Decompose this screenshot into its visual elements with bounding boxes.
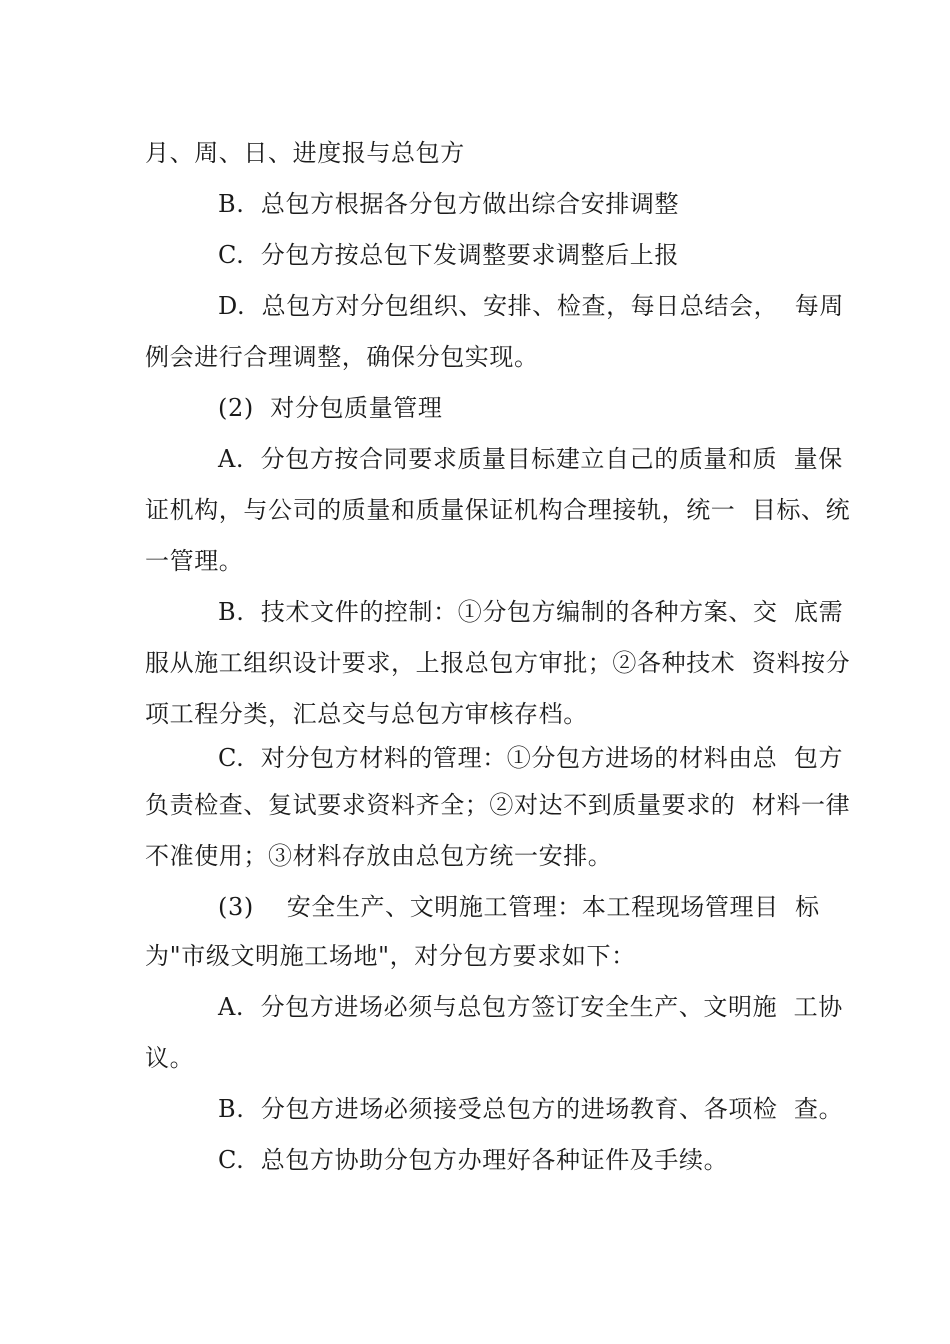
text-line: A. 分包方进场必须与总包方签订安全生产、文明施 工协 xyxy=(218,993,843,1021)
text-line: 为"市级文明施工场地"，对分包方要求如下： xyxy=(145,942,636,970)
text-line: 证机构，与公司的质量和质量保证机构合理接轨，统一 目标、统 xyxy=(145,496,851,524)
text-line: 不准使用；③材料存放由总包方统一安排。 xyxy=(145,842,613,870)
text-line: C. 分包方按总包下发调整要求调整后上报 xyxy=(218,241,679,269)
text-line: 一管理。 xyxy=(145,547,244,575)
text-line: D. 总包方对分包组织、安排、检查，每日总结会， 每周 xyxy=(218,292,844,320)
text-line: 负责检查、复试要求资料齐全；②对达不到质量要求的 材料一律 xyxy=(145,791,851,819)
text-line: 议。 xyxy=(145,1044,195,1072)
text-line: C. 总包方协助分包方办理好各种证件及手续。 xyxy=(218,1146,729,1174)
text-line: 月、周、日、进度报与总包方 xyxy=(145,139,465,167)
text-line: 项工程分类，汇总交与总包方审核存档。 xyxy=(145,700,588,728)
text-line: 例会进行合理调整，确保分包实现。 xyxy=(145,343,539,371)
text-line: B. 分包方进场必须接受总包方的进场教育、各项检 查。 xyxy=(218,1095,844,1123)
text-line: B. 总包方根据各分包方做出综合安排调整 xyxy=(218,190,680,218)
section-heading: (3) 安全生产、文明施工管理：本工程现场管理目 标 xyxy=(218,893,820,921)
text-line: C. 对分包方材料的管理：①分包方进场的材料由总 包方 xyxy=(218,744,844,772)
text-line: B. 技术文件的控制：①分包方编制的各种方案、交 底需 xyxy=(218,598,844,626)
text-line: A. 分包方按合同要求质量目标建立自己的质量和质 量保 xyxy=(218,445,843,473)
section-heading: (2) 对分包质量管理 xyxy=(218,394,443,422)
text-line: 服从施工组织设计要求，上报总包方审批；②各种技术 资料按分 xyxy=(145,649,851,677)
